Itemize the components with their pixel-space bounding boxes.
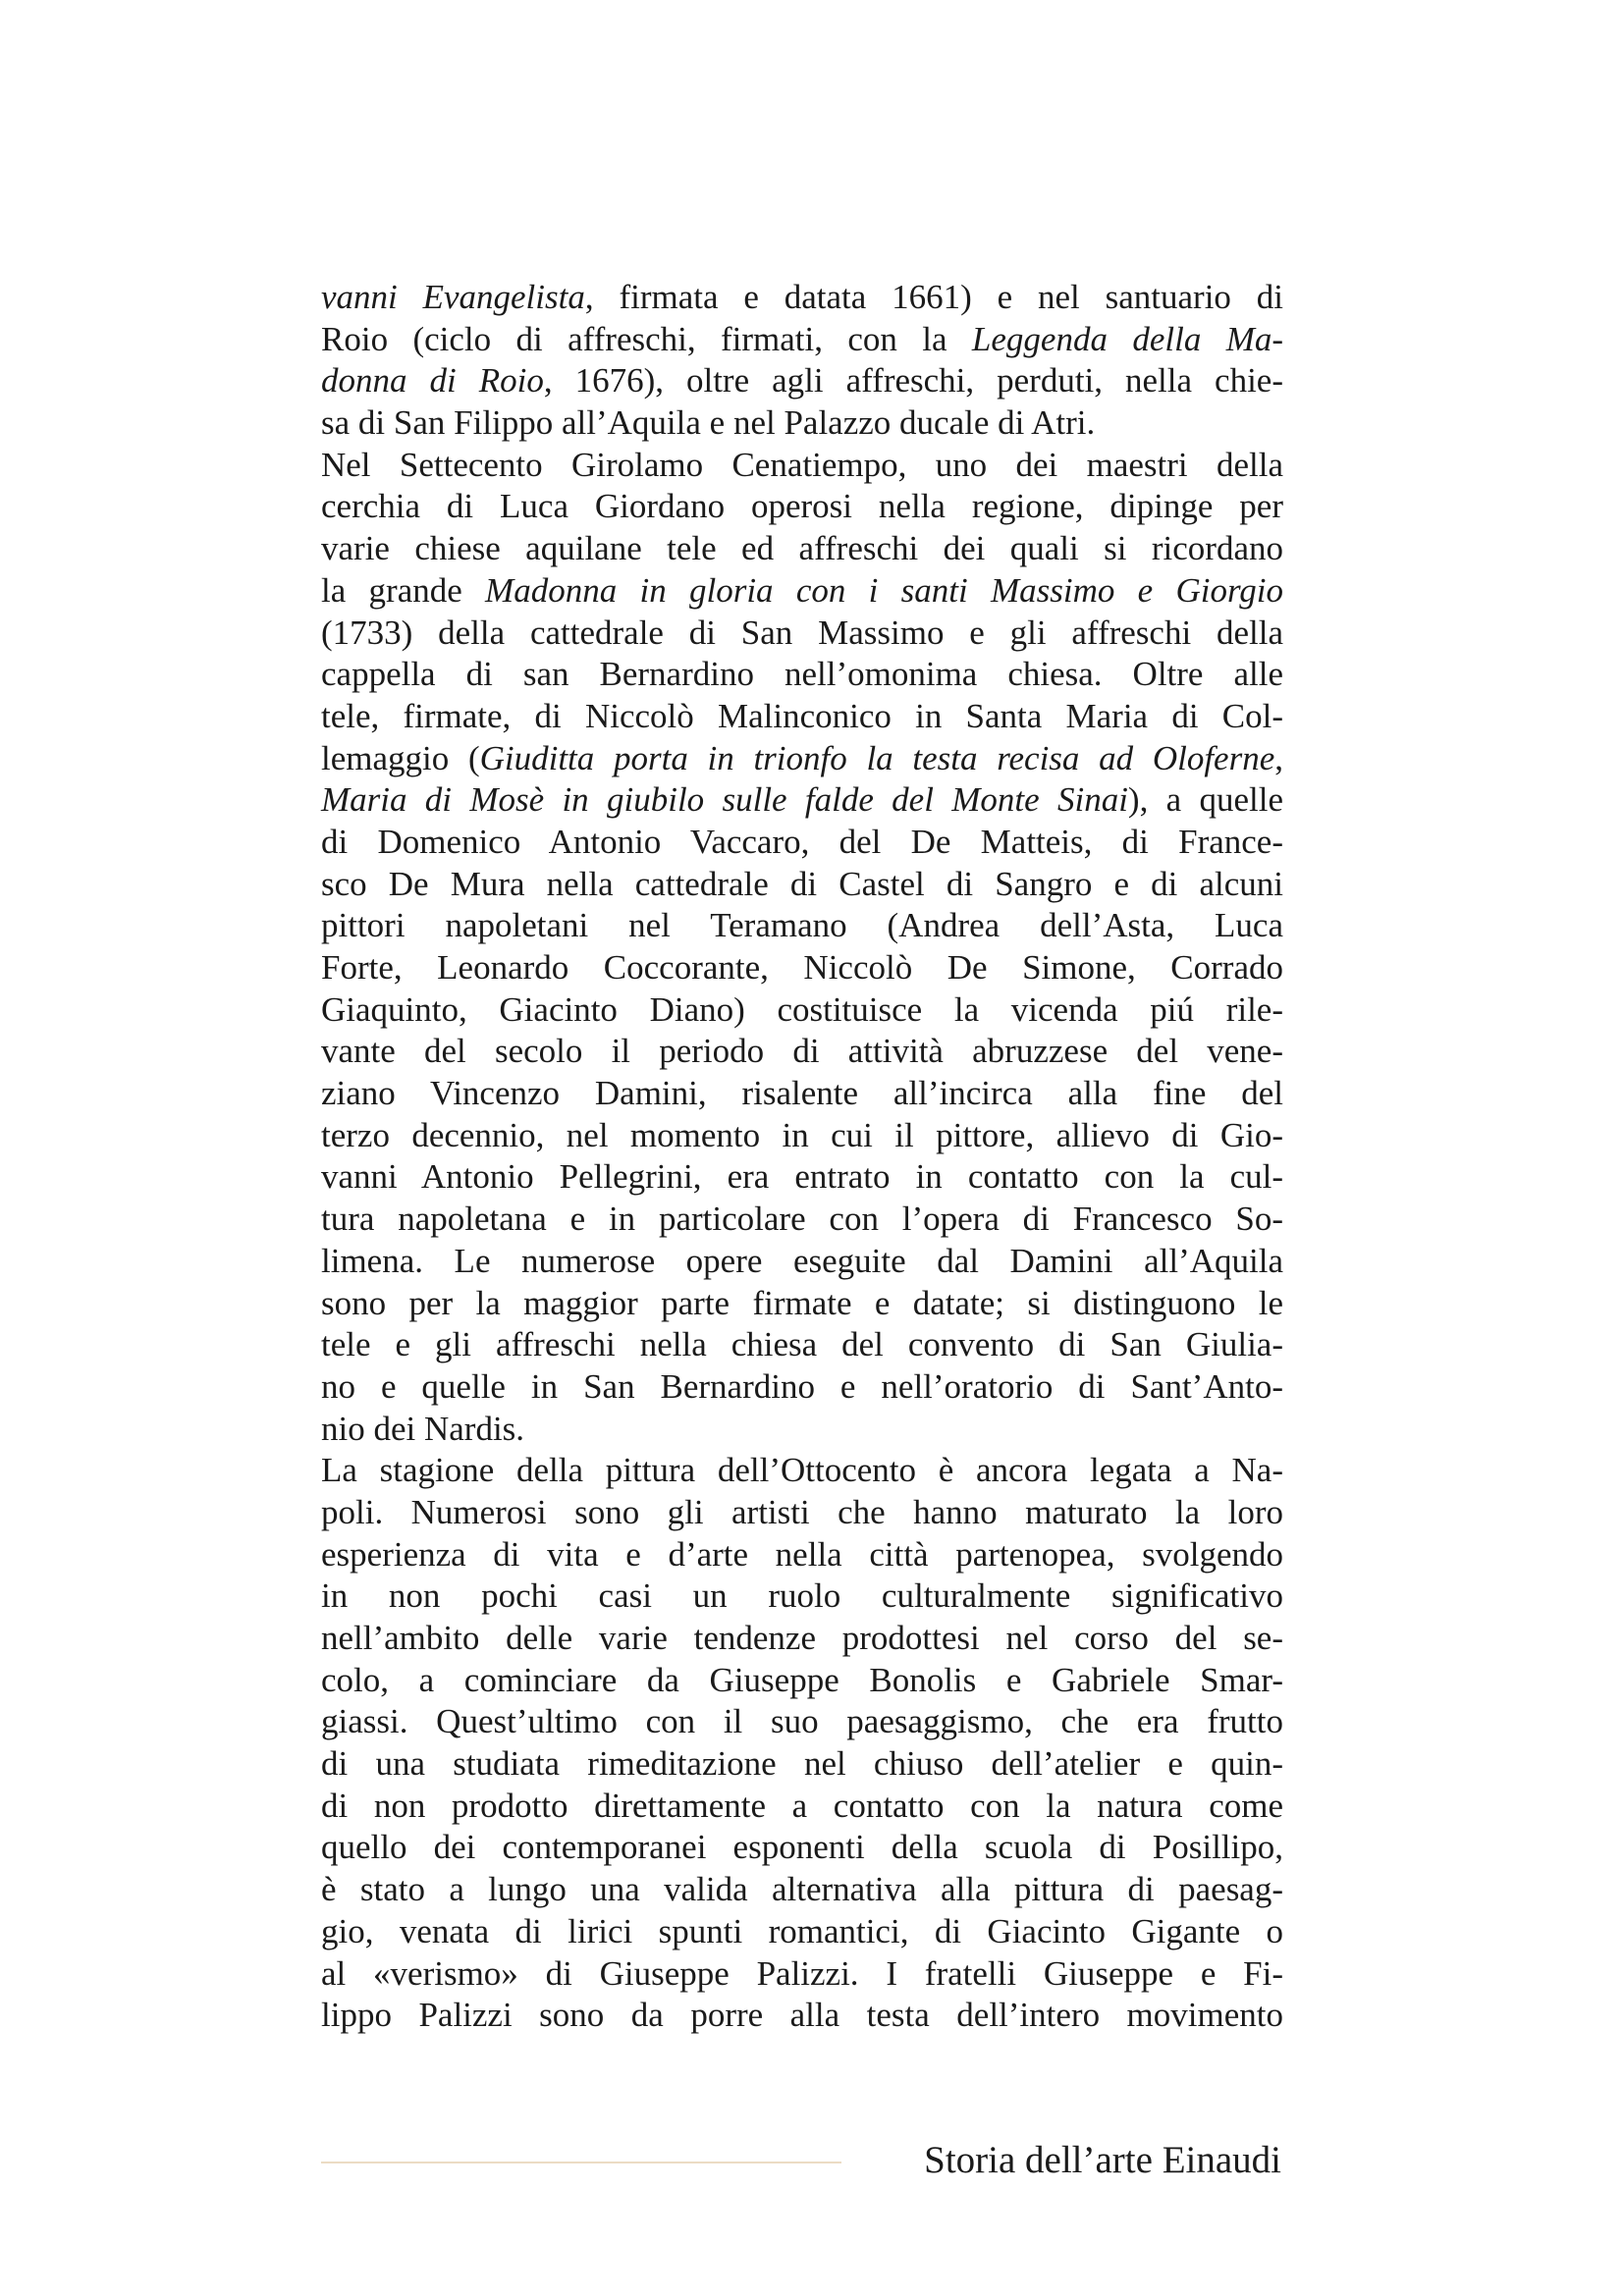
text-segment: in non pochi casi un ruolo culturalmente significativo [321, 1576, 1283, 1616]
text-segment: nio dei Nardis. [321, 1409, 525, 1448]
text-line [321, 822, 1283, 864]
text-line [321, 613, 1283, 655]
text-segment: sa di San Filippo all’Aquila e nel Palazzo ducale di Atri. [321, 403, 1096, 443]
text-line [321, 1701, 1283, 1743]
text-segment: colo, a cominciare da Giuseppe Bonolis e Gabriele Smar- [321, 1660, 1283, 1699]
text-line [321, 1324, 1283, 1366]
text-line [321, 1618, 1283, 1660]
text-segment: nell’ambito delle varie tendenze prodottesi nel corso del se- [321, 1619, 1283, 1657]
body-text [321, 277, 1283, 2037]
text-line [321, 779, 1283, 822]
text-segment: cappella di san Bernardino nell’omonima chiesa. Oltre alle [321, 655, 1283, 694]
text-line [321, 1450, 1283, 1492]
text-segment: Giaquinto, Giacinto Diano) costituisce la vicenda piú rile- [321, 989, 1283, 1029]
text-line [321, 319, 1283, 361]
italic-title: Leggenda della Ma- [971, 319, 1283, 358]
text-segment: no e quelle in San Bernardino e nell’oratorio di Sant’Anto- [321, 1366, 1283, 1406]
text-segment: La stagione della pittura dell’Ottocento è ancora legata a Na- [321, 1451, 1283, 1490]
text-line [321, 1786, 1283, 1828]
text-segment: è stato a lungo una valida alternativa alla pittura di paesag- [321, 1870, 1283, 1909]
footer-rule [321, 2162, 841, 2163]
text-segment: Forte, Leonardo Coccorante, Niccolò De Simone, Corrado [321, 948, 1283, 987]
text-line [321, 402, 1283, 445]
text-line [321, 1911, 1283, 1953]
text-segment: gio, venata di lirici spunti romantici, di Giacinto Gigante o [321, 1911, 1283, 1950]
text-line [321, 1283, 1283, 1325]
text-segment: pittori napoletani nel Teramano (Andrea dell’Asta, Luca [321, 906, 1283, 945]
text-line [321, 1241, 1283, 1283]
text-segment: di Domenico Antonio Vaccaro, del De Matteis, di France- [321, 822, 1283, 861]
text-line [321, 1995, 1283, 2037]
text-segment: varie chiese aquilane tele ed affreschi dei quali si ricordano [321, 529, 1283, 568]
text-segment: Roio (ciclo di affreschi, firmati, con la [321, 319, 972, 358]
text-line [321, 654, 1283, 696]
footer-title: Storia dell’arte Einaudi [924, 2139, 1281, 2181]
text-line [321, 1366, 1283, 1409]
text-segment: , firmata e datata 1661) e nel santuario di [584, 278, 1283, 316]
text-line [321, 1575, 1283, 1618]
text-line [321, 486, 1283, 528]
text-line [321, 528, 1283, 570]
text-segment: esperienza di vita e d’arte nella città partenopea, svolgendo [321, 1534, 1283, 1574]
text-segment: di una studiata rimeditazione nel chiuso dell’atelier e quin- [321, 1744, 1283, 1784]
text-segment: tele e gli affreschi nella chiesa del convento di San Giulia- [321, 1325, 1283, 1364]
text-segment: ), a quelle [1127, 780, 1283, 820]
text-line [321, 1199, 1283, 1241]
text-segment: giassi. Quest’ultimo con il suo paesaggismo, che era frutto [321, 1702, 1283, 1741]
text-line [321, 1743, 1283, 1786]
text-segment: quello dei contemporanei esponenti della scuola di Posillipo, [321, 1828, 1283, 1867]
text-segment: ziano Vincenzo Damini, risalente all’incirca alla fine del [321, 1074, 1283, 1113]
italic-title: Maria di Mosè in giubilo sulle falde del Monte Sinai [321, 780, 1128, 820]
text-segment: al «verismo» di Giuseppe Palizzi. I fratelli Giuseppe e Fi- [321, 1953, 1283, 1993]
text-segment: vanni Antonio Pellegrini, era entrato in contatto con la cul- [321, 1157, 1283, 1197]
text-segment: terzo decennio, nel momento in cui il pittore, allievo di Gio- [321, 1115, 1283, 1154]
text-segment: , 1676), oltre agli affreschi, perduti, nella chie- [543, 361, 1283, 400]
text-line [321, 1156, 1283, 1199]
text-line [321, 1534, 1283, 1576]
text-line [321, 1409, 1283, 1451]
text-segment: lippo Palizzi sono da porre alla testa dell’intero movimento [321, 1996, 1283, 2035]
italic-title: vanni Evangelista [321, 278, 585, 316]
text-segment: Nel Settecento Girolamo Cenatiempo, uno dei maestri della [321, 445, 1283, 484]
text-segment: vante del secolo il periodo di attività abruzzese del vene- [321, 1032, 1283, 1071]
text-segment: sono per la maggior parte firmate e datate; si distinguono le [321, 1283, 1283, 1322]
text-line [321, 1660, 1283, 1702]
text-line [321, 1031, 1283, 1073]
text-segment: , [1274, 738, 1283, 777]
text-line [321, 1073, 1283, 1115]
text-segment: cerchia di Luca Giordano operosi nella regione, dipinge per [321, 487, 1283, 526]
text-line [321, 1115, 1283, 1157]
text-line [321, 1953, 1283, 1996]
text-segment: limena. Le numerose opere eseguite dal Damini all’Aquila [321, 1241, 1283, 1280]
text-line [321, 1827, 1283, 1869]
text-line [321, 360, 1283, 402]
text-line [321, 905, 1283, 947]
text-line [321, 864, 1283, 906]
text-segment: poli. Numerosi sono gli artisti che hanno maturato la loro [321, 1492, 1283, 1531]
text-segment: (1733) della cattedrale di San Massimo e gli affreschi della [321, 613, 1283, 652]
text-line [321, 947, 1283, 989]
text-line [321, 696, 1283, 738]
italic-title: Madonna in gloria con i santi Massimo e Giorgio [485, 570, 1283, 610]
italic-title: donna di Roio [321, 361, 544, 400]
text-segment: sco De Mura nella cattedrale di Castel di Sangro e di alcuni [321, 864, 1283, 903]
text-segment: tele, firmate, di Niccolò Malinconico in Santa Maria di Col- [321, 696, 1283, 735]
text-line [321, 1869, 1283, 1911]
text-segment: di non prodotto direttamente a contatto con la natura come [321, 1786, 1283, 1825]
text-segment: tura napoletana e in particolare con l’opera di Francesco So- [321, 1200, 1283, 1239]
text-line [321, 989, 1283, 1032]
text-line [321, 1492, 1283, 1534]
text-line [321, 570, 1283, 613]
text-line [321, 738, 1283, 780]
text-line [321, 277, 1283, 319]
text-line [321, 445, 1283, 487]
text-segment: lemaggio ( [321, 738, 480, 777]
italic-title: Giuditta porta in trionfo la testa recisa ad Oloferne [479, 738, 1275, 777]
text-segment: la grande [321, 570, 486, 610]
